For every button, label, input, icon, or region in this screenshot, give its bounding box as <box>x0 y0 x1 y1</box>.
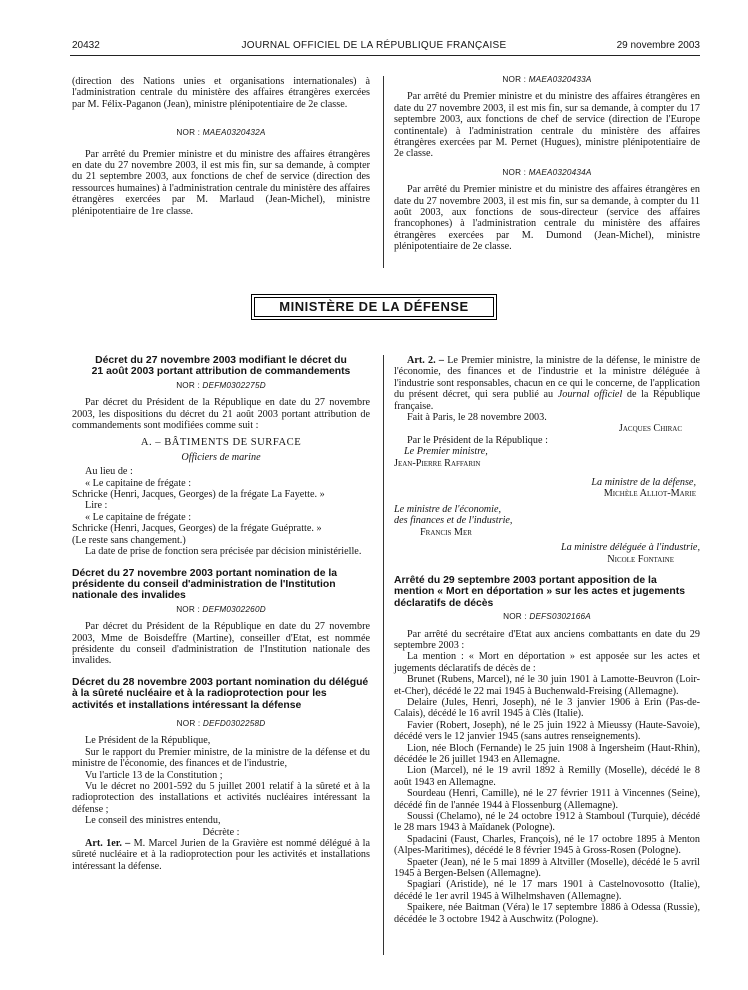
paragraph: Par arrêté du Premier ministre et du ministre des affaires étrangères en date du 27 novembre 2003, il est mis fin, sur sa demande, à compter du 21 septembre 2003, aux fonctions de chef de service (direction des ressources humaines) à l'administration centrale du ministère des affaires étrangères exercées par M. Marlaud (Jean-Michel), ministre plénipotentiaire de 1re classe. <box>72 148 370 217</box>
signatory-title: La ministre déléguée à l'industrie, <box>560 542 700 554</box>
paragraph: Vu le décret no 2001-592 du 5 juillet 2001 relatif à la sûreté et à la radioprotection des installations et activités nucléaires intéressant la défense ; <box>72 781 370 815</box>
text-line: Décrète : <box>202 826 240 838</box>
section-heading: A. – BÂTIMENTS DE SURFACE <box>140 437 302 449</box>
column-divider <box>383 355 384 955</box>
text-line: Fait à Paris, le 28 novembre 2003. <box>407 412 547 424</box>
signature: Nicole Fontaine <box>607 553 674 565</box>
text-line: Le conseil des ministres entendu, <box>85 815 221 827</box>
top-left-column <box>72 76 370 217</box>
paragraph: La mention : « Mort en déportation » est apposée sur les actes et jugements déclaratifs de décès de : <box>394 651 700 674</box>
top-right-column <box>394 68 700 253</box>
list-item: Spadacini (Faust, Charles, François), né le 17 octobre 1895 à Menton (Alpes-Maritimes), décédé le 8 février 1945 à Gross-Rosen (Pologne). <box>394 833 700 857</box>
list-item: Soussi (Chelamo), né le 24 octobre 1912 à Stamboul (Turquie), décédé le 28 mars 1943 à Maïdanek (Pologne). <box>394 811 700 834</box>
text-line: « Le capitaine de frégate : <box>85 477 192 489</box>
column-divider <box>383 76 384 268</box>
decree-title: Décret du 27 novembre 2003 modifiant le décret du 21 août 2003 portant attribution de commandements <box>91 355 351 378</box>
list-item: Spaeter (Jean), né le 5 mai 1899 à Altviller (Moselle), décédé le 5 avril 1945 à Bergen-Belsen (Allemagne). <box>394 856 700 880</box>
text-line: Au lieu de : <box>85 466 133 478</box>
paragraph: Par décret du Président de la République en date du 27 novembre 2003, Mme de Boisdeffre (Martine), conseiller d'Etat, est nommée présidente du conseil d'administration de l'Institution nationale des invalides. <box>72 621 370 667</box>
lower-right-column <box>394 355 700 925</box>
page-date: 29 novembre 2003 <box>616 40 700 51</box>
nor-reference: NOR : DEFS0302166A <box>503 612 591 622</box>
article-label: Art. 2. – <box>407 355 444 366</box>
paragraph: Par arrêté du Premier ministre et du ministre des affaires étrangères en date du 27 novembre 2003, il est mis fin, sur sa demande, à compter du 11 août 2003, aux fonctions de sous-directeur (service des affaires francophones) à l'administration centrale du ministère des affaires étrangères exercées par M. Dumond (Jean-Michel), ministre plénipotentiaire de 2e classe. <box>394 184 700 253</box>
paragraph: (direction des Nations unies et organisations internationales) à l'administration centrale du ministère des affaires étrangères exercées par M. Félix-Paganon (Jean), ministre plénipotentiaire de 2e classe. <box>72 76 370 110</box>
text-line: Schricke (Henri, Jacques, Georges) de la frégate La Fayette. » <box>72 489 325 501</box>
signature: Jacques Chirac <box>618 423 682 435</box>
nor-reference: NOR : DEFM0302275D <box>176 380 266 390</box>
list-item: Spaikere, née Baitman (Véra) le 17 septembre 1886 à Odessa (Russie), décédée le 3 octobre 1942 à Auschwitz (Pologne). <box>394 902 700 925</box>
list-item: Brunet (Rubens, Marcel), né le 30 juin 1901 à Lamotte-Beuvron (Loir-et-Cher), décédé le 22 mai 1945 à Buchenwald-Freising (Allemagne). <box>394 674 700 697</box>
paragraph: Sur le rapport du Premier ministre, de la ministre de la défense et du ministre de l'économie, des finances et de l'industrie, <box>72 746 370 770</box>
page-number: 20432 <box>72 40 100 51</box>
decree-title: Décret du 27 novembre 2003 portant nomination de la présidente du conseil d'administration de l'Institution nationale des invalides <box>72 567 338 602</box>
ministry-title-box <box>251 294 497 320</box>
list-item: Sourdeau (Henri, Camille), né le 27 février 1911 à Vincennes (Seine), décédé fin de l'année 1944 à Flossenburg (Allemagne). <box>394 788 700 811</box>
signature: Jean-Pierre Raffarin <box>394 457 481 469</box>
decree-title: Décret du 28 novembre 2003 portant nomination du délégué à la sûreté nucléaire et à la radioprotection pour les activités et installations intéressant la défense <box>72 676 369 711</box>
decree-title: Arrêté du 29 septembre 2003 portant apposition de la mention « Mort en déportation » sur les actes et jugements déclaratifs de décès <box>394 574 685 609</box>
text-line: Le Président de la République, <box>85 735 211 747</box>
list-item: Lion, née Bloch (Fernande) le 25 juin 1908 à Ingersheim (Haut-Rhin), décédée le 26 juillet 1943 en Allemagne. <box>394 742 700 765</box>
nor-reference: NOR : MAEA0320432A <box>176 128 266 138</box>
paragraph: Par décret du Président de la République en date du 27 novembre 2003, les dispositions du décret du 21 août 2003 portant attribution de commandements sont modifiées comme suit : <box>72 397 370 432</box>
nor-reference: NOR : MAEA0320434A <box>502 167 592 177</box>
nor-reference: NOR : DEFD0302258D <box>176 718 266 728</box>
list-item: Delaire (Jules, Henri, Joseph), né le 3 janvier 1906 à Erin (Pas-de-Calais), décédé le 16 avril 1945 à Clès (Italie). <box>394 696 700 720</box>
text-line: « Le capitaine de frégate : <box>85 511 192 523</box>
text-line: (Le reste sans changement.) <box>72 534 186 546</box>
article: Art. 1er. – M. Marcel Jurien de la Gravière est nommé délégué à la sûreté nucléaire et à la radioprotection pour les activités et installations intéressant la défense. <box>72 838 371 872</box>
paragraph: Par arrêté du secrétaire d'Etat aux anciens combattants en date du 29 septembre 2003 : <box>394 628 700 651</box>
list-item: Favier (Robert, Joseph), né le 25 juin 1922 à Mieussy (Haute-Savoie), décédé vers le 12 janvier 1945 (sans autres renseignements). <box>394 719 700 743</box>
nor-reference: NOR : DEFM0302260D <box>176 604 266 614</box>
text-line: Par le Président de la République : <box>407 434 548 446</box>
list-item: Lion (Marcel), né le 19 avril 1892 à Remilly (Moselle), décédé le 8 août 1943 en Allemagne. <box>394 765 700 788</box>
signatory-title: Le ministre de l'économie, <box>394 503 502 515</box>
header-rule <box>70 55 700 56</box>
article: Art. 2. – Le Premier ministre, la ministre de la défense, le ministre de l'économie, des finances et de l'industrie et la ministre déléguée à l'industrie sont responsables, chacun en ce qui le concerne, de l'application du présent décret, qui sera publié au Journal officiel de la République française. <box>394 355 700 412</box>
ministry-title: MINISTÈRE DE LA DÉFENSE <box>254 297 494 317</box>
signature: Francis Mer <box>420 526 472 538</box>
list-item: Spagiari (Aristide), né le 17 mars 1901 à Castelnovosotto (Italie), décédé le 1er avril 1945 à Wilhelmshaven (Allemagne). <box>394 879 700 902</box>
nor-reference: NOR : MAEA0320433A <box>502 75 592 84</box>
signatory-title: des finances et de l'industrie, <box>394 515 513 527</box>
paragraph: Par arrêté du Premier ministre et du ministre des affaires étrangères en date du 27 novembre 2003, il est mis fin, sur sa demande, à compter du 17 septembre 2003, aux fonctions de chef de service (direction de l'Europe continentale) à l'administration centrale du ministère des affaires étrangères exercées par M. Pernet (Hugues), ministre plénipotentiaire de 2e classe. <box>394 91 700 160</box>
text-line: Vu l'article 13 de la Constitution ; <box>85 769 223 781</box>
paragraph: La date de prise de fonction sera précisée par décision ministérielle. <box>85 546 362 558</box>
signatory-title: La ministre de la défense, <box>591 477 696 489</box>
signatory-title: Le Premier ministre, <box>404 446 488 458</box>
lower-left-column <box>72 355 370 872</box>
signature: Michèle Alliot-Marie <box>603 488 696 500</box>
article-label: Art. 1er. – <box>85 838 131 850</box>
text-line: Lire : <box>85 500 108 512</box>
journal-title: JOURNAL OFFICIEL DE LA RÉPUBLIQUE FRANÇAISE <box>241 40 507 51</box>
text-line: Schricke (Henri, Jacques, Georges) de la frégate Guépratte. » <box>72 523 322 535</box>
subsection-heading: Officiers de marine <box>181 451 261 463</box>
